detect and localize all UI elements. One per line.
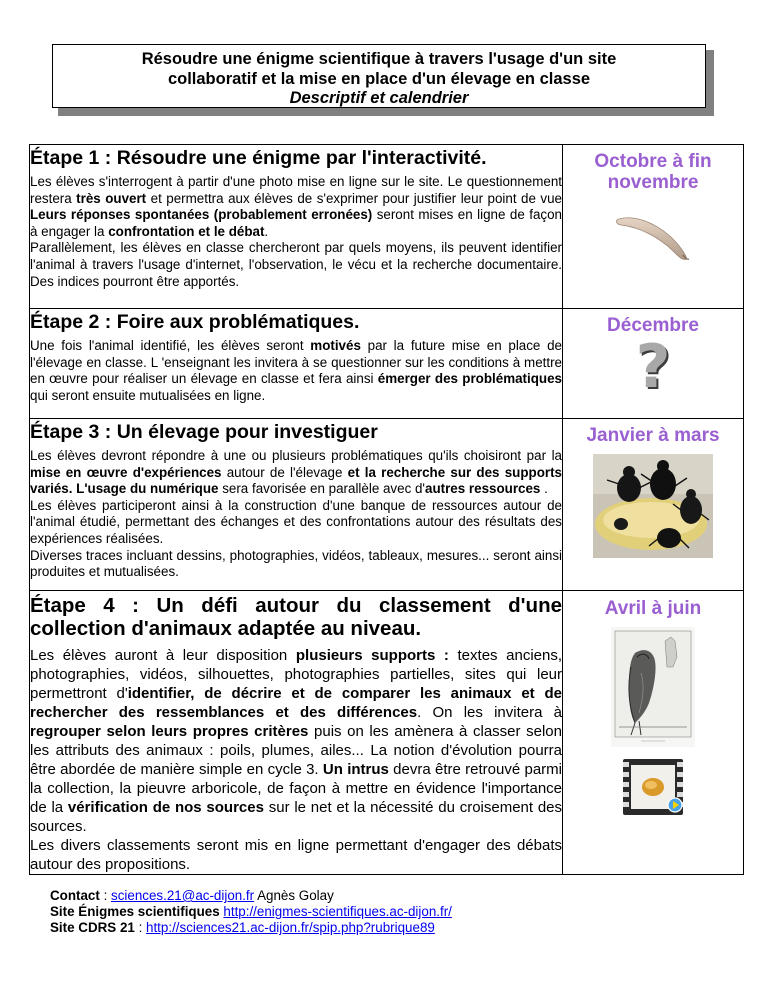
step-description (30, 591, 563, 875)
body-text: . (264, 223, 269, 239)
site1-link[interactable]: http://enigmes-scientifiques.ac-dijon.fr/ (223, 904, 452, 919)
step-description (30, 309, 563, 419)
emphasis-text: regrouper selon leurs propres critères (30, 723, 309, 740)
body-text: . (540, 481, 548, 497)
steps-table (29, 144, 744, 875)
contact-separator: : (99, 888, 112, 903)
step-title: Étape 3 : Un élevage pour investiguer (30, 421, 378, 443)
step-title: Étape 4 : Un défi autour du classement d'une collection d'animaux adaptée au niveau. (30, 594, 562, 640)
contact-label: Contact (50, 888, 100, 903)
body-text: sera favorisée en parallèle avec d' (218, 481, 425, 497)
emphasis-text: confrontation et le débat (108, 223, 265, 239)
step-paragraph (30, 448, 562, 581)
emphasis-text: mise en œuvre d'expériences (30, 464, 222, 480)
title-line-3: Descriptif et calendrier (289, 89, 469, 107)
body-text: Parallèlement, les élèves en classe chercheront par quels moyens, ils peuvent identifier l'animal à travers l'usage d'internet, l'observation, le vécu et la recherche documentaire. Des indices pourront être apportés. (30, 240, 562, 289)
beetles-photo (593, 454, 713, 558)
step-period: Janvier à mars (586, 425, 720, 446)
document-title (52, 44, 706, 108)
footer (50, 888, 452, 936)
worm-larva-photo (563, 207, 743, 272)
question-mark: ? (635, 332, 671, 402)
site1-label: Site Énigmes scientifiques (50, 904, 220, 919)
step-period-cell (563, 309, 744, 419)
parrot-engraving (611, 627, 695, 747)
site2-link[interactable]: http://sciences21.ac-dijon.fr/spip.php?rubrique89 (146, 920, 435, 935)
step-period: Avril à juin (604, 598, 702, 619)
emphasis-text: émerger des problématiques (377, 371, 562, 387)
body-text: sur le net et la nécessité du croisement des sources. (30, 799, 563, 835)
body-text: . On les invitera à (417, 704, 562, 721)
step-paragraph (30, 646, 562, 874)
emphasis-text: motivés (310, 338, 361, 353)
site2-label: Site CDRS 21 (50, 920, 135, 935)
emphasis-text: Un intrus (322, 761, 389, 778)
step-description (30, 419, 563, 591)
title-line-1: Résoudre une énigme scientifique à travers l'usage d'un site (141, 50, 617, 68)
title-box (52, 44, 714, 116)
step-row-4 (30, 591, 744, 875)
site1-line (50, 904, 452, 920)
step-description (30, 145, 563, 309)
step-title: Étape 2 : Foire aux problématiques. (30, 311, 360, 333)
emphasis-text: et la recherche sur des supports variés. L'usage du numérique (30, 464, 562, 497)
body-text: textes anciens, photographies, vidéos, silhouettes, photographies partielles, sites qui leur permettront d' (30, 647, 562, 702)
body-text: devra être retrouvé parmi la collection, la pieuvre arboricole, de façon à mettre en évidence l'importance de la (30, 761, 562, 816)
step-paragraph (30, 338, 562, 404)
body-text: seront mises en ligne de façon à engager la (30, 207, 562, 239)
contact-email-link[interactable]: sciences.21@ac-dijon.fr (111, 888, 255, 903)
site2-separator: : (134, 920, 147, 935)
site2-line (50, 920, 452, 936)
body-text: et permettra aux élèves de s'exprimer pour justifier leur point de vue (146, 190, 562, 206)
body-text: Les élèves s'interrogent à partir d'une photo mise en ligne sur le site. Le questionnement restera (30, 174, 562, 206)
emphasis-text: autres ressources (425, 481, 541, 497)
emphasis-text: vérification de nos sources (67, 799, 264, 816)
body-text: qui seront ensuite mutualisées en ligne. (30, 387, 266, 403)
emphasis-text: très ouvert (76, 190, 147, 206)
body-text: par la future mise en place de l'élevage en classe. L 'enseignant les invitera à se questionner sur les conditions à mettre en œuvre pour réaliser un élevage en classe et fera ainsi (30, 338, 562, 387)
body-text: Les élèves devront répondre à une ou plusieurs problématiques qu'ils choisiront par la (30, 448, 562, 463)
step-period-cell (563, 419, 744, 591)
emphasis-text: plusieurs supports : (295, 647, 449, 664)
step-period: Octobre à fin novembre (594, 151, 712, 193)
step-period-cell (563, 145, 744, 309)
body-text: Les divers classements seront mis en ligne permettant d'engager des débats autour des propositions. (30, 837, 562, 873)
body-text: puis on les amènera à classer selon les attributs des animaux : poils, plumes, ailes... La notion d'évolution pourra être abordée de manière simple en cycle 3. (30, 723, 562, 778)
body-text: Les élèves auront à leur disposition (30, 647, 296, 664)
body-text: Diverses traces incluant dessins, photographies, vidéos, tableaux, mesures... seront ainsi produites et mutualisées. (30, 547, 562, 580)
step-period: Décembre (607, 315, 699, 336)
body-text: Les élèves participeront ainsi à la construction d'une banque de ressources autour de l'animal étudié, permettant des échanges et des confrontations autour des résultats des expériences réalisées. (30, 497, 562, 546)
video-thumbnail (623, 759, 683, 815)
body-text: autour de l'élevage (221, 464, 348, 480)
step-row-2 (30, 309, 744, 419)
title-line-2: collaboratif et la mise en place d'un élevage en classe (167, 69, 591, 88)
step-row-3 (30, 419, 744, 591)
body-text: Une fois l'animal identifié, les élèves seront (30, 338, 311, 353)
step-title: Étape 1 : Résoudre une énigme par l'interactivité. (30, 147, 487, 169)
step-period-cell (563, 591, 744, 875)
emphasis-text: Leurs réponses spontanées (probablement erronées) (30, 207, 373, 223)
step-row-1 (30, 145, 744, 309)
contact-line (50, 888, 452, 904)
emphasis-text: identifier, de décrire et de comparer les animaux et de rechercher des ressemblances et des différences (30, 685, 562, 721)
step-paragraph (30, 174, 562, 290)
contact-name: Agnès Golay (254, 888, 334, 903)
